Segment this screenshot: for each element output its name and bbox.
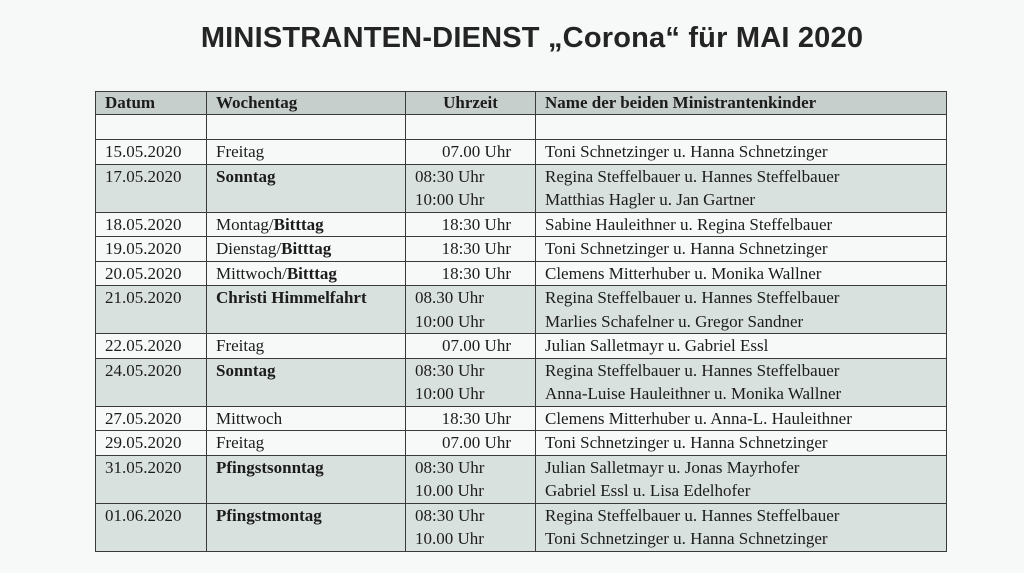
names-cell [536,431,947,456]
header-time: Uhrzeit [406,92,536,115]
time-cell [406,455,536,503]
weekday-label: Freitag [216,142,265,161]
time-value: 10.00 Uhr [415,529,484,548]
weekday-label: Pfingstmontag [216,505,322,525]
table-row [96,358,947,406]
table-row [96,286,947,334]
names-cell [536,455,947,503]
date-cell: 18.05.2020 [96,212,207,237]
table-row [96,334,947,359]
time-value: 08.30 Uhr [415,288,484,307]
weekday-label: Pfingstsonntag [216,457,324,477]
time-value: 07.00 Uhr [442,336,511,355]
server-names: Toni Schnetzinger u. Hanna Schnetzinger [545,142,828,161]
weekday-label: Mittwoch [216,408,283,428]
server-names: Sabine Hauleithner u. Regina Steffelbauer [545,214,833,234]
server-names: Toni Schnetzinger u. Hanna Schnetzinger [545,529,828,548]
date-cell: 17.05.2020 [96,164,207,212]
time-value: 18:30 Uhr [441,214,511,234]
time-value: 07.00 Uhr [442,142,511,161]
server-names: Regina Steffelbauer u. Hannes Steffelbauer [545,166,840,186]
empty-cell [207,115,406,140]
names-cell [536,503,947,551]
table-row [96,140,947,165]
server-names: Gabriel Essl u. Lisa Edelhofer [545,481,751,500]
weekday-cell [207,406,406,431]
names-cell [536,164,947,212]
time-cell [406,334,536,359]
time-value: 10:00 Uhr [415,384,485,403]
server-names: Regina Steffelbauer u. Hannes Steffelbauer [545,360,840,380]
time-value: 18:30 Uhr [441,263,511,283]
time-value: 08:30 Uhr [415,360,485,380]
time-value: 08:30 Uhr [415,457,485,477]
weekday-label: Montag/ [216,214,274,234]
date-cell: 31.05.2020 [96,455,207,503]
date-cell: 19.05.2020 [96,237,207,262]
header-date: Datum [96,92,207,115]
server-names: Julian Salletmayr u. Jonas Mayrhofer [545,457,800,477]
weekday-label: Dienstag/ [216,239,282,258]
names-cell [536,286,947,334]
table-header-row [96,92,947,115]
weekday-cell [207,237,406,262]
names-cell [536,140,947,165]
time-cell [406,286,536,334]
time-value: 08:30 Uhr [415,505,485,525]
feast-label: Bitttag [281,239,332,258]
weekday-cell [207,431,406,456]
weekday-cell [207,261,406,286]
time-cell [406,261,536,286]
date-cell: 29.05.2020 [96,431,207,456]
page-title: MINISTRANTEN-DIENST „Corona“ für MAI 2020 [200,22,864,54]
weekday-label: Mittwoch/ [216,263,287,283]
names-cell [536,261,947,286]
time-cell [406,503,536,551]
date-cell: 22.05.2020 [96,334,207,359]
weekday-cell [207,140,406,165]
time-value: 07.00 Uhr [442,433,511,452]
server-names: Clemens Mitterhuber u. Anna-L. Hauleithner [545,408,852,428]
time-cell [406,237,536,262]
time-value: 10:00 Uhr [415,190,485,209]
time-value: 10.00 Uhr [415,481,484,500]
table-row [96,503,947,551]
table-row [96,212,947,237]
names-cell [536,406,947,431]
time-cell [406,406,536,431]
time-cell [406,140,536,165]
table-row [96,455,947,503]
weekday-cell [207,286,406,334]
weekday-label: Christi Himmelfahrt [216,288,367,307]
server-names: Regina Steffelbauer u. Hannes Steffelbauer [545,505,840,525]
date-cell: 15.05.2020 [96,140,207,165]
server-names: Anna-Luise Hauleithner u. Monika Wallner [545,384,842,403]
weekday-cell [207,212,406,237]
names-cell [536,358,947,406]
time-cell [406,358,536,406]
empty-cell [406,115,536,140]
server-names: Regina Steffelbauer u. Hannes Steffelbauer [545,288,840,307]
server-names: Marlies Schafelner u. Gregor Sandner [545,311,804,331]
table-row [96,164,947,212]
time-cell [406,212,536,237]
time-cell [406,164,536,212]
date-cell: 24.05.2020 [96,358,207,406]
date-cell: 21.05.2020 [96,286,207,334]
feast-label: Bitttag [273,214,324,234]
weekday-cell [207,164,406,212]
schedule-table [95,91,947,552]
server-names: Matthias Hagler u. Jan Gartner [545,190,756,209]
date-cell: 20.05.2020 [96,261,207,286]
table-row [96,261,947,286]
weekday-cell [207,358,406,406]
names-cell [536,237,947,262]
weekday-cell [207,334,406,359]
table-row [96,237,947,262]
empty-cell [536,115,947,140]
names-cell [536,212,947,237]
date-cell: 01.06.2020 [96,503,207,551]
time-value: 18:30 Uhr [441,408,511,428]
table-row [96,431,947,456]
empty-cell [96,115,207,140]
table-row [96,406,947,431]
time-value: 08:30 Uhr [415,166,485,186]
server-names: Toni Schnetzinger u. Hanna Schnetzinger [545,433,828,452]
weekday-label: Sonntag [216,166,276,186]
weekday-cell [207,503,406,551]
header-names: Name der beiden Ministrantenkinder [536,92,947,115]
weekday-cell [207,455,406,503]
server-names: Toni Schnetzinger u. Hanna Schnetzinger [545,239,828,258]
server-names: Julian Salletmayr u. Gabriel Essl [545,336,769,355]
time-value: 18:30 Uhr [441,239,511,258]
header-weekday: Wochentag [207,92,406,115]
weekday-label: Freitag [216,433,265,452]
server-names: Clemens Mitterhuber u. Monika Wallner [545,263,822,283]
date-cell: 27.05.2020 [96,406,207,431]
names-cell [536,334,947,359]
feast-label: Bitttag [286,263,337,283]
weekday-label: Sonntag [216,360,276,380]
weekday-label: Freitag [216,336,265,355]
time-value: 10:00 Uhr [415,311,485,331]
empty-row [96,115,947,140]
time-cell [406,431,536,456]
